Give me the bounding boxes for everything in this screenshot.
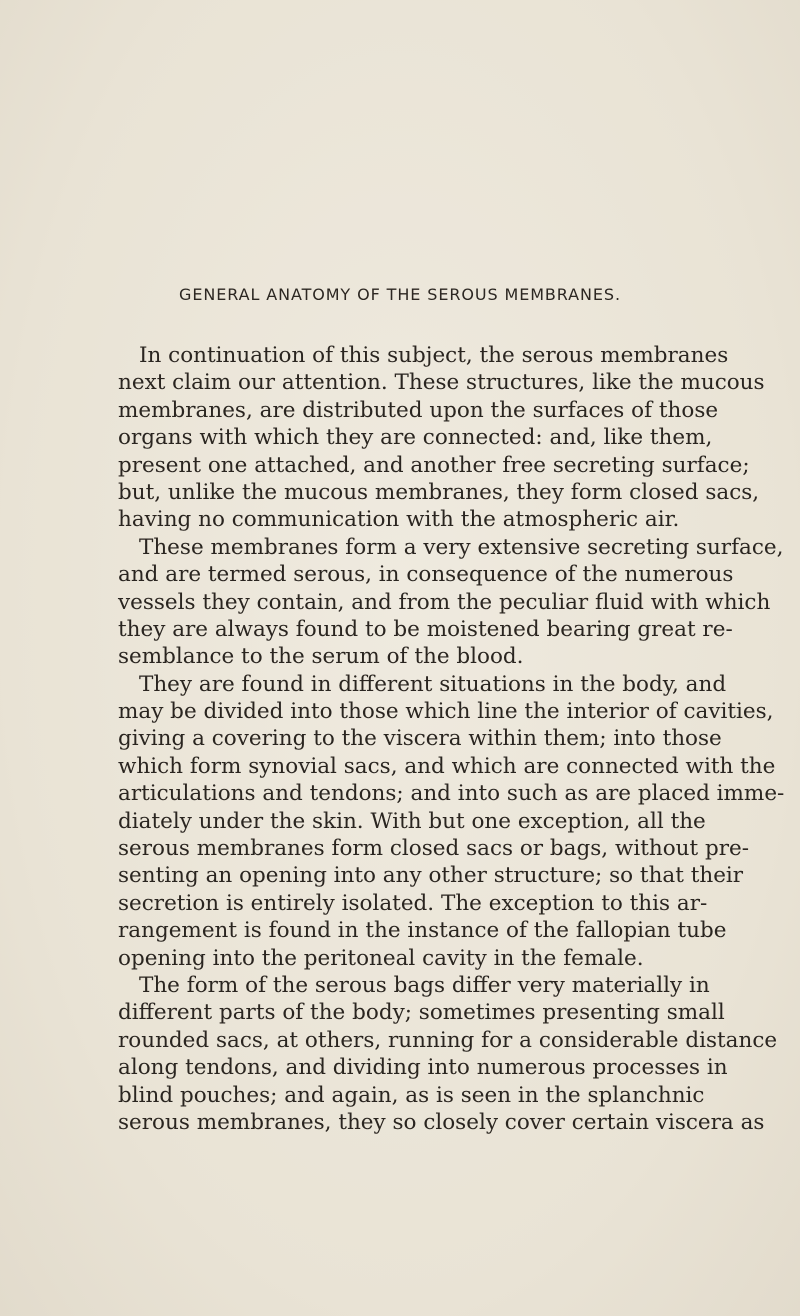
- text-line: secretion is entirely isolated. The exception to this ar-: [118, 890, 708, 916]
- text-line: These membranes form a very extensive secreting surface,: [139, 534, 784, 560]
- text-line: The form of the serous bags differ very materially in: [139, 972, 710, 998]
- text-line: along tendons, and dividing into numerous processes in: [118, 1055, 728, 1081]
- text-line: diately under the skin. With but one exception, all the: [118, 808, 706, 834]
- text-line: but, unlike the mucous membranes, they form closed sacs,: [118, 479, 760, 505]
- text-line: different parts of the body; sometimes presenting small: [118, 1000, 725, 1026]
- text-line: They are found in different situations in the body, and: [139, 671, 727, 697]
- chapter-heading: GENERAL ANATOMY OF THE SEROUS MEMBRANES.: [179, 285, 621, 304]
- text-line: which form synovial sacs, and which are connected with the: [118, 753, 776, 779]
- text-line: articulations and tendons; and into such as are placed imme-: [118, 781, 785, 807]
- text-line: semblance to the serum of the blood.: [118, 644, 524, 670]
- text-line: senting an opening into any other structure; so that their: [118, 863, 744, 889]
- text-line: organs with which they are connected: and, like them,: [118, 425, 713, 451]
- text-line: membranes, are distributed upon the surfaces of those: [118, 397, 719, 423]
- text-line: present one attached, and another free secreting surface;: [118, 452, 750, 478]
- text-line: serous membranes, they so closely cover certain viscera as: [118, 1109, 765, 1135]
- text-line: vessels they contain, and from the peculiar fluid with which: [118, 589, 771, 615]
- text-line: serous membranes form closed sacs or bags, without pre-: [118, 836, 750, 862]
- text-line: rounded sacs, at others, running for a considerable distance: [118, 1027, 778, 1053]
- text-line: blind pouches; and again, as is seen in the splanchnic: [118, 1082, 705, 1108]
- text-line: may be divided into those which line the interior of cavities,: [118, 699, 774, 725]
- text-line: opening into the peritoneal cavity in the female.: [118, 945, 644, 971]
- text-line: having no communication with the atmospheric air.: [118, 507, 680, 533]
- text-line: In continuation of this subject, the serous membranes: [139, 343, 729, 368]
- text-line: they are always found to be moistened bearing great re-: [118, 616, 733, 642]
- text-line: giving a covering to the viscera within them; into those: [118, 726, 722, 752]
- body-text: [118, 342, 785, 1136]
- text-line: rangement is found in the instance of the fallopian tube: [118, 918, 727, 944]
- text-line: next claim our attention. These structures, like the mucous: [118, 370, 765, 396]
- text-line: and are termed serous, in consequence of the numerous: [118, 562, 734, 588]
